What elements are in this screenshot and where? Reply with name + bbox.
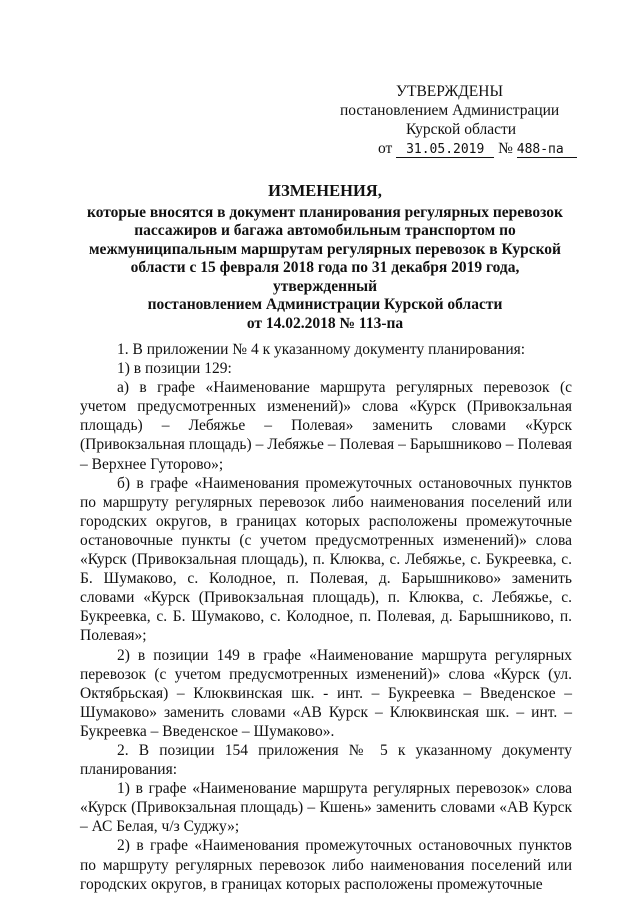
approval-heading: УТВЕРЖДЕНЫ [396, 83, 503, 100]
approval-date-line [340, 139, 580, 158]
approval-block [340, 82, 580, 158]
document-title [80, 182, 570, 333]
paragraph: 2) в позиции 149 в графе «Наименование маршрута регулярных перевозок (с учетом предусмотренных изменений)» слова «Курск (ул. Октябрьская) – Клюквинская шк. - инт. – Букреевка – Введенское – Шумаково» заменить словами «АВ Курск – Клюквинская шк. – инт. – Букреевка – Введенское – Шумаково». [80, 646, 572, 740]
title-line: от 14.02.2018 № 113-па [246, 314, 404, 332]
paragraph: 1. В приложении № 4 к указанному документу планирования: [117, 341, 526, 358]
paragraph: а) в графе «Наименование маршрута регулярных перевозок (с учетом предусмотренных изменений)» слова «Курск (Привокзальная площадь) – Лебяжье – Полевая» заменить словами «Курск (Привокзальная площадь) – Лебяжье – Полевая – Барышниково – Полевая – Верхнее Гуторово»; [80, 379, 572, 473]
title-line: области с 15 февраля 2018 года по 31 декабря 2019 года, утвержденный [130, 259, 520, 295]
title-line: которые вносятся в документ планирования регулярных перевозок [87, 203, 563, 221]
number-label: № [498, 140, 513, 157]
document-body [80, 340, 572, 894]
paragraph: 2) в графе «Наименования промежуточных остановочных пунктов по маршруту регулярных перевозок либо наименования поселений или городских округов, в границах которых расположены промежуточные [80, 837, 572, 893]
approval-region: Курской области [406, 121, 517, 138]
approval-issuer: постановлением Администрации [340, 102, 560, 119]
paragraph: 1) в позиции 129: [117, 360, 232, 378]
title-heading: ИЗМЕНЕНИЯ, [268, 181, 382, 200]
title-line: пассажиров и багажа автомобильным транспортом по [134, 222, 516, 239]
approval-date: 31.05.2019 [396, 142, 494, 158]
paragraph: б) в графе «Наименования промежуточных остановочных пунктов по маршруту регулярных перевозок либо наименования поселений или городских округов, в границах которых расположены промежуточные остановочные пункты (с учетом предусмотренных изменений)» слова «Курск (Привокзальная площадь), п. Клюква, с. Лебяжье, с. Букреевка, с. Б. Шумаково, с. Колодное, п. Полевая, д. Барышниково» заменить словами «Курск (Привокзальная площадь), п. Клюква, с. Лебяжье, с. Букреевка, с. Б. Шумаково, с. Колодное, п. Полевая, д. Барышниково, п. Полевая»; [80, 474, 572, 645]
title-line: межмуниципальным маршрутам регулярных перевозок в Курской [89, 240, 561, 258]
paragraph: 2. В позиции 154 приложения № 5 к указанному документу планирования: [80, 741, 572, 779]
approval-number: 488-па [517, 142, 577, 158]
title-line: постановлением Администрации Курской области [147, 296, 503, 313]
from-label: от [378, 140, 393, 157]
paragraph: 1) в графе «Наименование маршрута регулярных перевозок» слова «Курск (Привокзальная площадь) – Кшень» заменить словами «АВ Курск – АС Белая, ч/з Суджу»; [80, 780, 572, 836]
